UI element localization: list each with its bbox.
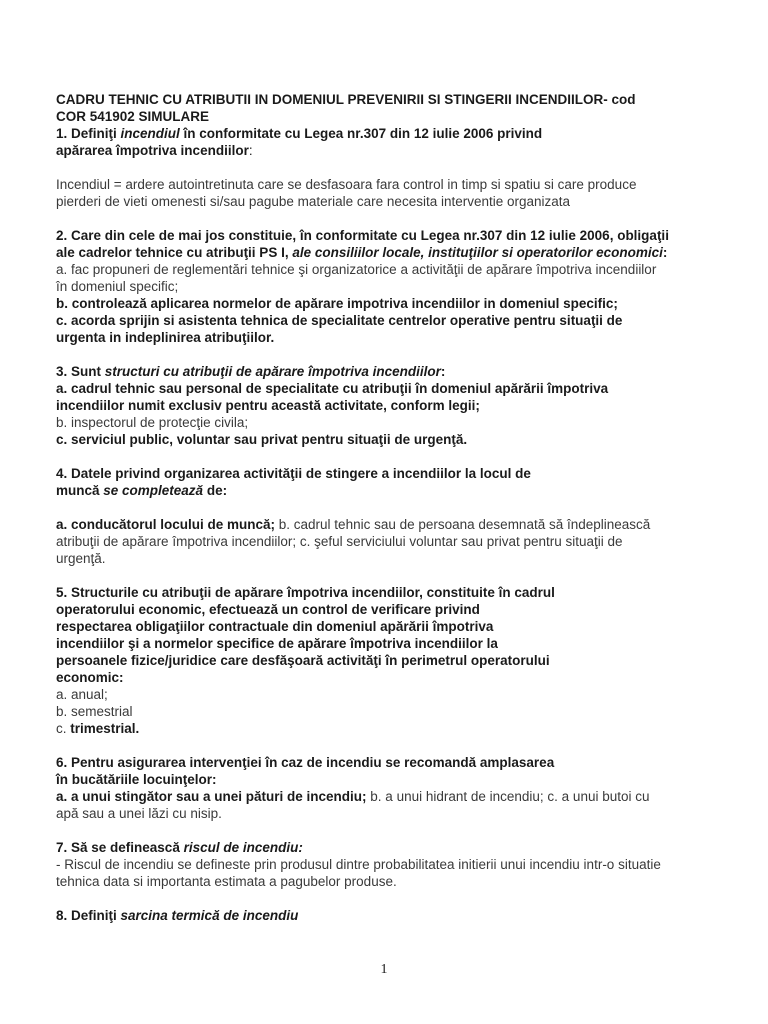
q6-line-1: 6. Pentru asigurarea intervenţiei în caz de incendiu se recomandă amplasarea [56,755,555,770]
q5-line-5: persoanele fizice/juridice care desfăşoară activităţi în perimetrul operatorului [56,653,550,668]
q4-line-1: 4. Datele privind organizarea activităţii de stingere a incendiilor la locul de [56,466,531,481]
q5-line-2: operatorului economic, efectuează un control de verificare privind [56,602,480,617]
answer-4-line-2: atribuţii de apărare împotriva incendiilor; c. şeful serviciului voluntar sau privat pentru situaţii de [56,534,623,549]
q4-colon: de: [203,483,228,498]
q2-line-1: 2. Care din cele de mai jos constituie, în conformitate cu Legea nr.307 din 12 iulie 2006, obligaţii [56,228,669,243]
q5-option-c [56,720,716,737]
q3-text: 3. Sunt [56,364,105,379]
answer-6 [56,788,716,822]
q5-line-4: incendiilor şi a normelor specifice de apărare împotriva incendiilor la [56,636,498,651]
title-line-2: COR 541902 SIMULARE [56,109,210,124]
document-body [56,91,716,924]
q5-line-6: economic: [56,670,124,685]
answer-4 [56,516,716,567]
q2-option-c [56,312,716,346]
answer-4-correct: a. conducătorul locului de muncă; [56,517,276,532]
q6-line-2: în bucătăriile locuinţelor: [56,772,217,787]
q1-term: incendiul [120,126,180,141]
q8-text: 8. Definiţi [56,908,121,923]
document-title [56,91,716,125]
q3-option-a-line-1: a. cadrul tehnic sau personal de specialitate cu atribuţii în domeniul apărării împotriva [56,381,609,396]
q3-option-a [56,380,716,414]
q5-option-a: a. anual; [56,687,108,702]
q3-option-c: c. serviciul public, voluntar sau privat pentru situaţii de urgenţă. [56,432,468,447]
q7-text: 7. Să se definească [56,840,184,855]
question-2 [56,227,716,261]
q1-text-cont: în conformitate cu Legea nr.307 din 12 iulie 2006 privind [179,126,543,141]
answer-6-line-2: apă sau a unei lăzi cu nisip. [56,806,222,821]
answer-7-line-2: tehnica data si importanta estimata a pagubelor produse. [56,874,397,889]
q3-option-a-line-2: incendiilor numit exclusiv pentru această activitate, conform legii; [56,398,480,413]
answer-1-line-1: Incendiul = ardere autointretinuta care se desfasoara fara control in timp si spatiu si care produce [56,177,637,192]
title-line-1: CADRU TEHNIC CU ATRIBUTII IN DOMENIUL PREVENIRII SI STINGERII INCENDIILOR- cod [56,92,636,107]
q7-term: riscul de incendiu: [183,840,303,855]
q2-option-c-line-1: c. acorda sprijin si asistenta tehnica de specialitate centrelor operative pentru situaţii de [56,313,623,328]
q4-line-2: muncă [56,483,104,498]
q2-option-b: b. controlează aplicarea normelor de apărare impotriva incendiilor in domeniul specific; [56,296,618,311]
question-4 [56,465,716,499]
q8-term: sarcina termică de incendiu [120,908,299,923]
q5-line-1: 5. Structurile cu atribuţii de apărare împotriva incendiilor, constituite în cadrul [56,585,555,600]
q4-term: se completează [103,483,204,498]
question-7 [56,839,716,856]
q2-colon: : [662,245,668,260]
q5-option-c-text: trimestrial. [70,721,140,736]
q1-text-line2: apărarea împotriva incendiilor [56,143,249,158]
question-3 [56,363,716,380]
q3-term: structuri cu atribuţii de apărare împotriva incendiilor [104,364,441,379]
answer-6-line-1: b. a unui hidrant de incendiu; c. a unui butoi cu [366,789,650,804]
answer-4-line-3: urgenţă. [56,551,106,566]
q3-option-b: b. inspectorul de protecţie civila; [56,415,249,430]
answer-7 [56,856,716,890]
answer-1-line-2: pierderi de vieti omenesti si/sau pagube materiale care necesita interventie organizata [56,194,571,209]
q5-option-b: b. semestrial [56,704,133,719]
q2-option-a-line-1: a. fac propuneri de reglementări tehnice şi organizatorice a activităţii de apărare împotriva incendiilor [56,262,657,277]
q2-option-a-line-2: în domeniul specific; [56,279,179,294]
q1-text: 1. Definiţi [56,126,121,141]
answer-4-line-1: b. cadrul tehnic sau de persoana desemnată să îndeplinească [275,517,651,532]
q5-option-c-letter: c. [56,721,71,736]
question-8 [56,907,716,924]
q2-option-a [56,261,716,295]
answer-1 [56,176,716,210]
question-1 [56,125,716,159]
q2-option-c-line-2: urgenta in indeplinirea atribuţiilor. [56,330,275,345]
page-number: 1 [380,962,388,977]
answer-6-correct: a. a unui stingător sau a unei pături de incendiu; [56,789,367,804]
question-6 [56,754,716,788]
q5-line-3: respectarea obligaţiilor contractuale din domeniul apărării împotriva [56,619,494,634]
question-5 [56,584,716,686]
q1-colon: : [248,143,253,158]
answer-7-line-1: - Riscul de incendiu se defineste prin produsul dintre probabilitatea initierii unui incendiu intr-o situatie [56,857,661,872]
q2-line-2: ale cadrelor tehnice cu atribuţii PS I, [56,245,293,260]
q2-term: ale consiliilor locale, instituţiilor si operatorilor economici [292,245,663,260]
q3-colon: : [440,364,446,379]
